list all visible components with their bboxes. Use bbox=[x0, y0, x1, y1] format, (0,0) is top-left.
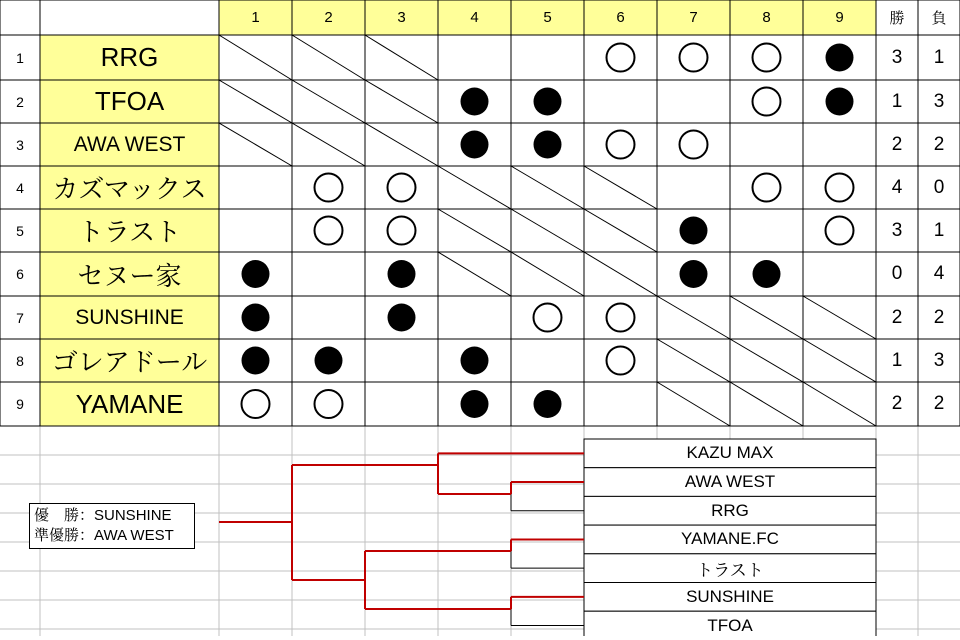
row-number: 9 bbox=[16, 396, 24, 412]
wins-count: 0 bbox=[891, 263, 903, 284]
diagonal-slash bbox=[365, 35, 438, 80]
diagonal-slash bbox=[219, 35, 292, 80]
win-mark bbox=[826, 217, 854, 245]
losses-count: 3 bbox=[933, 90, 945, 112]
row-number: 1 bbox=[16, 49, 24, 66]
diagonal-slash bbox=[803, 382, 876, 426]
team-name: カズマックス bbox=[52, 174, 207, 204]
diagonal-slash bbox=[730, 296, 803, 339]
win-mark bbox=[242, 390, 270, 418]
loss-mark bbox=[461, 88, 489, 116]
losses-count: 0 bbox=[933, 176, 945, 198]
loss-mark bbox=[242, 260, 270, 288]
result-box bbox=[29, 503, 195, 549]
win-mark bbox=[315, 217, 343, 245]
loss-mark bbox=[534, 88, 562, 116]
bracket-team: KAZU MAX bbox=[686, 443, 774, 463]
win-mark bbox=[534, 304, 562, 332]
diagonal-slash bbox=[365, 123, 438, 166]
diagonal-slash bbox=[511, 252, 584, 296]
loss-mark bbox=[534, 131, 562, 159]
diagonal-slash bbox=[657, 296, 730, 339]
col-header-1: 1 bbox=[251, 9, 260, 26]
diagonal-slash bbox=[438, 166, 511, 209]
win-mark bbox=[315, 174, 343, 202]
win-mark bbox=[388, 217, 416, 245]
win-mark bbox=[753, 174, 781, 202]
losses-count: 2 bbox=[933, 306, 945, 328]
champion-label: 優 勝： bbox=[34, 507, 95, 524]
win-mark bbox=[826, 174, 854, 202]
team-name: トラスト bbox=[77, 217, 182, 247]
wins-count: 1 bbox=[891, 349, 903, 371]
diagonal-slash bbox=[292, 80, 365, 123]
win-mark bbox=[388, 174, 416, 202]
row-number: 7 bbox=[16, 309, 24, 326]
team-name: YAMANE bbox=[75, 388, 184, 419]
diagonal-slash bbox=[730, 382, 803, 426]
diagonal-slash bbox=[365, 80, 438, 123]
win-mark bbox=[607, 304, 635, 332]
bracket-team: YAMANE.FC bbox=[681, 529, 779, 549]
diagonal-slash bbox=[584, 252, 657, 296]
team-name: RRG bbox=[100, 42, 159, 72]
runner-up-name: AWA WEST bbox=[94, 527, 174, 544]
loss-mark bbox=[461, 347, 489, 375]
team-name: TFOA bbox=[94, 86, 165, 116]
row-number: 4 bbox=[16, 179, 24, 196]
losses-count: 3 bbox=[933, 349, 945, 371]
col-header-7: 7 bbox=[689, 9, 698, 26]
losses-count: 1 bbox=[933, 219, 945, 241]
loss-mark bbox=[315, 347, 343, 375]
win-mark bbox=[680, 131, 708, 159]
win-mark bbox=[607, 131, 635, 159]
col-header-3: 3 bbox=[397, 9, 406, 26]
loss-mark bbox=[534, 390, 562, 418]
team-name: ゴレアドール bbox=[51, 347, 208, 377]
diagonal-slash bbox=[584, 166, 657, 209]
diagonal-slash bbox=[292, 123, 365, 166]
team-name: セヌー家 bbox=[77, 260, 182, 291]
win-mark bbox=[680, 44, 708, 72]
win-mark bbox=[315, 390, 343, 418]
loss-mark bbox=[680, 260, 708, 288]
wins-count: 2 bbox=[891, 393, 903, 414]
diagonal-slash bbox=[438, 252, 511, 296]
loss-mark bbox=[461, 390, 489, 418]
win-mark bbox=[753, 44, 781, 72]
runner-up-label: 準優勝： bbox=[34, 527, 95, 544]
win-mark bbox=[607, 44, 635, 72]
loss-mark bbox=[826, 88, 854, 116]
diagonal-slash bbox=[657, 382, 730, 426]
col-header-9: 9 bbox=[835, 9, 844, 26]
win-mark bbox=[753, 88, 781, 116]
row-number: 5 bbox=[16, 222, 24, 239]
diagonal-slash bbox=[803, 296, 876, 339]
losses-count: 4 bbox=[933, 263, 945, 284]
diagonal-slash bbox=[438, 209, 511, 252]
champion-name: SUNSHINE bbox=[94, 507, 172, 524]
row-number: 2 bbox=[16, 93, 24, 110]
wins-count: 3 bbox=[891, 46, 903, 68]
wins-count: 4 bbox=[891, 176, 903, 198]
losses-header: 負 bbox=[931, 10, 947, 27]
col-header-6: 6 bbox=[616, 9, 625, 26]
losses-count: 2 bbox=[933, 393, 945, 414]
champion-line bbox=[34, 506, 194, 526]
bracket-team: SUNSHINE bbox=[686, 586, 774, 606]
diagonal-slash bbox=[292, 35, 365, 80]
col-header-2: 2 bbox=[324, 9, 333, 26]
loss-mark bbox=[388, 260, 416, 288]
losses-count: 1 bbox=[933, 46, 945, 68]
losses-count: 2 bbox=[933, 133, 945, 155]
win-mark bbox=[607, 347, 635, 375]
bracket-team: RRG bbox=[711, 500, 749, 520]
loss-mark bbox=[461, 131, 489, 159]
team-name: SUNSHINE bbox=[75, 305, 184, 329]
diagonal-slash bbox=[584, 209, 657, 252]
row-number: 8 bbox=[16, 352, 24, 369]
diagonal-slash bbox=[219, 123, 292, 166]
wins-header: 勝 bbox=[889, 10, 905, 27]
row-number: 6 bbox=[16, 266, 24, 282]
col-header-4: 4 bbox=[470, 9, 479, 26]
loss-mark bbox=[680, 217, 708, 245]
wins-count: 1 bbox=[891, 90, 903, 112]
loss-mark bbox=[388, 304, 416, 332]
loss-mark bbox=[242, 304, 270, 332]
row-number: 3 bbox=[16, 136, 24, 153]
diagonal-slash bbox=[730, 339, 803, 382]
loss-mark bbox=[242, 347, 270, 375]
loss-mark bbox=[826, 44, 854, 72]
diagonal-slash bbox=[219, 80, 292, 123]
col-header-8: 8 bbox=[762, 9, 771, 26]
wins-count: 2 bbox=[891, 306, 903, 328]
diagonal-slash bbox=[657, 339, 730, 382]
bracket-team: トラスト bbox=[696, 560, 764, 580]
diagonal-slash bbox=[511, 209, 584, 252]
diagonal-slash bbox=[511, 166, 584, 209]
bracket-team: TFOA bbox=[707, 615, 753, 635]
diagonal-slash bbox=[803, 339, 876, 382]
wins-count: 3 bbox=[891, 219, 903, 241]
wins-count: 2 bbox=[891, 133, 903, 155]
runner-up-line bbox=[34, 526, 194, 546]
bracket-team: AWA WEST bbox=[684, 472, 776, 492]
team-name: AWA WEST bbox=[73, 132, 186, 156]
loss-mark bbox=[753, 260, 781, 288]
col-header-5: 5 bbox=[543, 9, 552, 26]
